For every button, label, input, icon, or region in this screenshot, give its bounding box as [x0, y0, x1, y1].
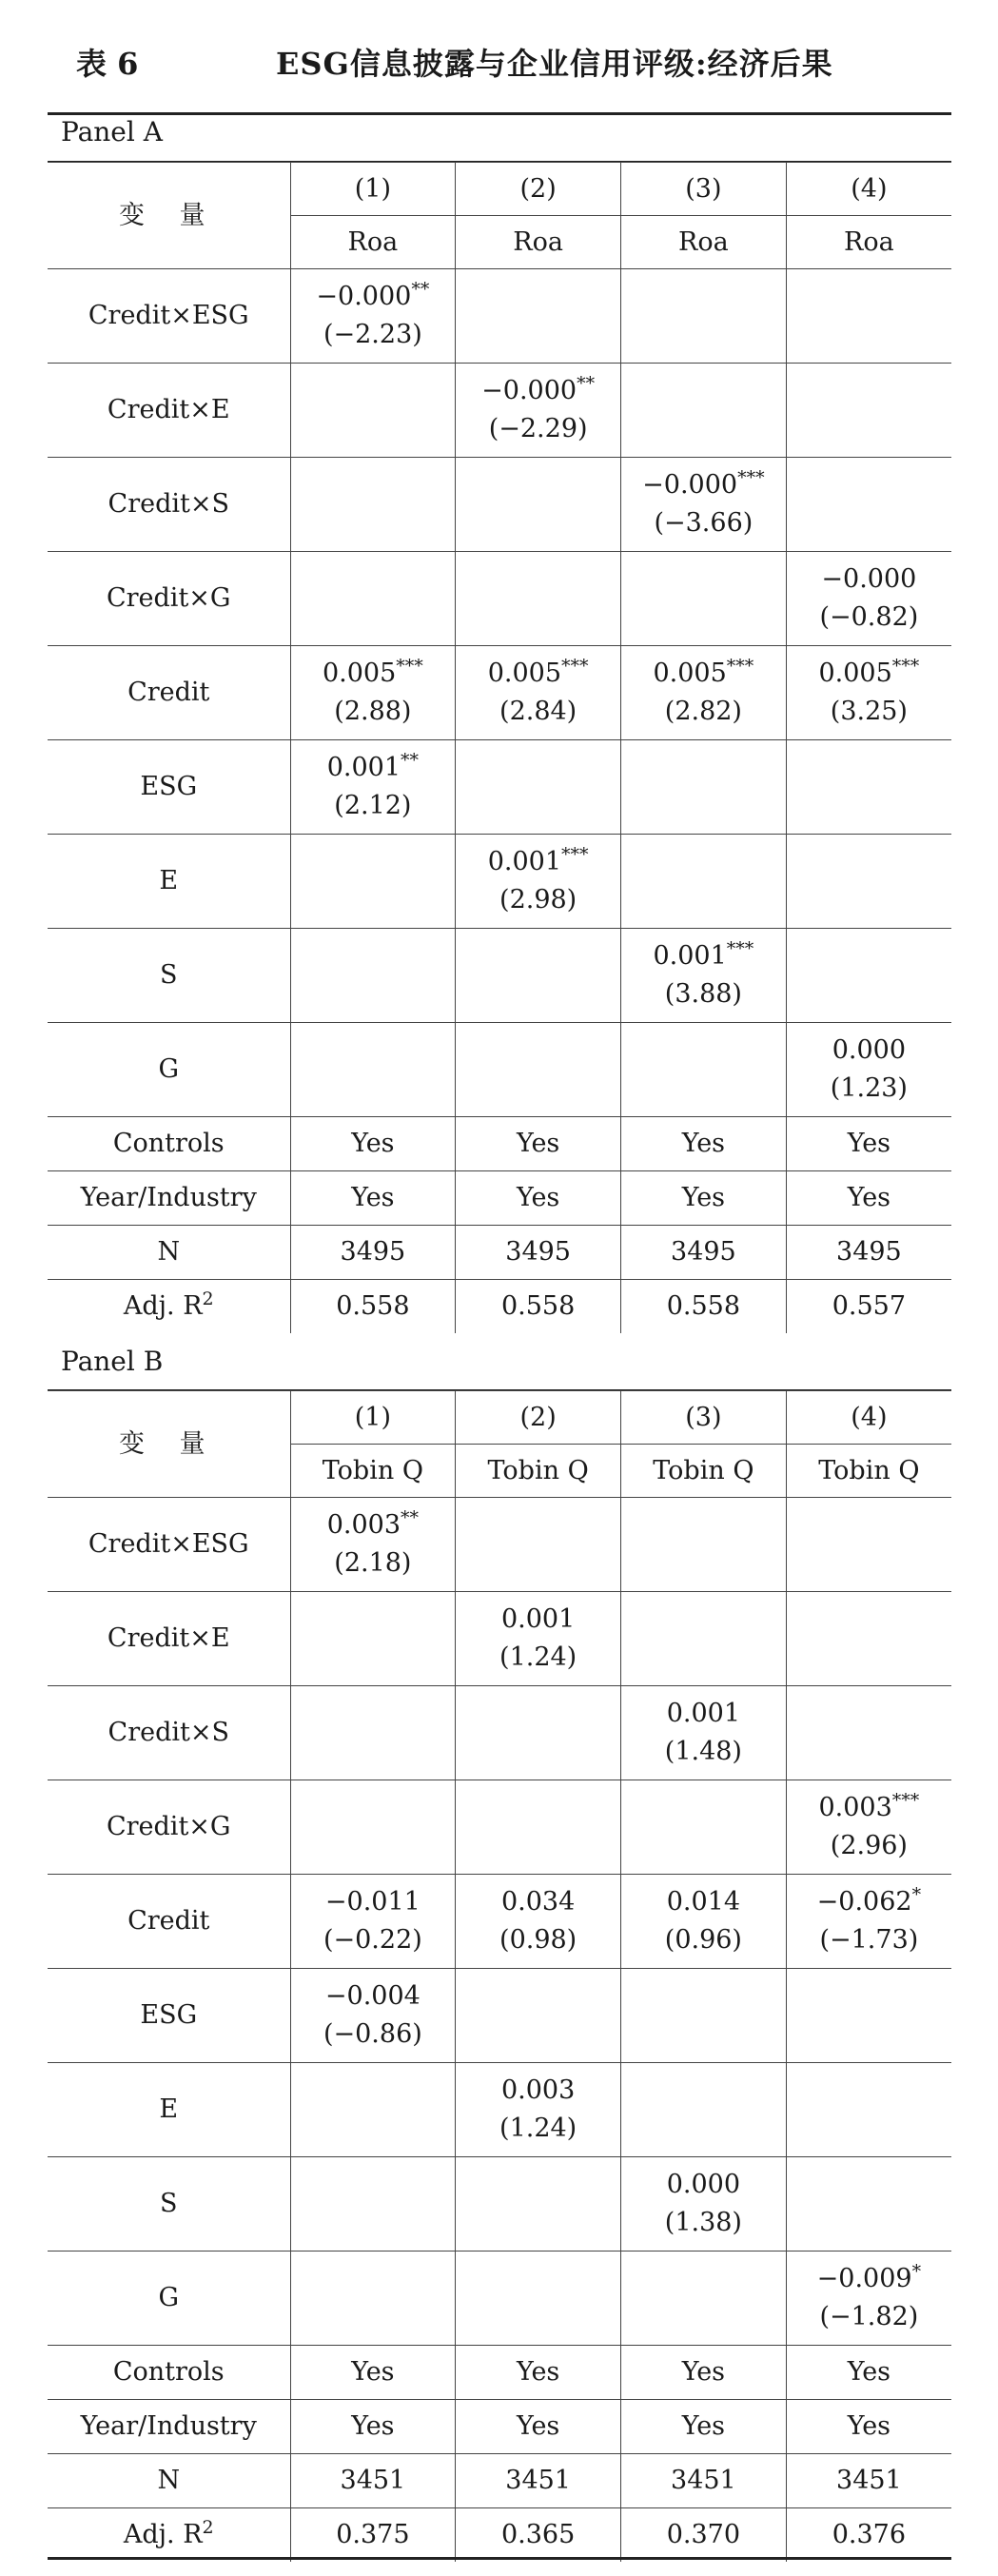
row-label: Credit — [48, 1875, 290, 1969]
table-cell — [456, 458, 621, 552]
row-label: ESG — [48, 740, 290, 835]
table-row — [48, 2063, 951, 2157]
table-row — [48, 269, 951, 364]
coefficient-value: 0.005 — [487, 659, 562, 688]
table-cell — [290, 835, 456, 929]
table-cell: 3495 — [621, 1226, 787, 1280]
header-row — [48, 163, 951, 216]
table-cell — [456, 646, 621, 740]
table-cell: 3451 — [290, 2454, 456, 2508]
coefficient — [787, 560, 951, 599]
coefficient — [456, 1601, 620, 1639]
stat-row — [48, 1171, 951, 1226]
coefficient — [291, 1977, 456, 2016]
superscript: 2 — [202, 2517, 214, 2538]
significance-stars: *** — [737, 467, 765, 488]
significance-stars: *** — [561, 656, 589, 677]
row-label: Credit×E — [48, 1592, 290, 1686]
coefficient-value: 0.014 — [666, 1887, 741, 1917]
table-cell: Yes — [786, 1117, 951, 1171]
coefficient-value: 0.001 — [653, 941, 727, 971]
table-cell — [786, 835, 951, 929]
table-cell: 3451 — [456, 2454, 621, 2508]
table-cell: 0.558 — [456, 1280, 621, 1334]
table-cell — [621, 835, 787, 929]
table-cell — [290, 646, 456, 740]
row-label: E — [48, 2063, 290, 2157]
row-label — [48, 2508, 290, 2563]
table-row — [48, 1780, 951, 1875]
panel-a-table — [48, 162, 951, 1333]
coefficient-value: 0.001 — [666, 1699, 741, 1728]
table-cell — [786, 2063, 951, 2157]
table-cell — [290, 1780, 456, 1875]
row-label: G — [48, 1023, 290, 1117]
coefficient-value: 0.034 — [500, 1887, 576, 1917]
row-label: Credit×S — [48, 1686, 290, 1780]
significance-stars: ** — [411, 279, 430, 300]
table-cell — [786, 1969, 951, 2063]
row-label-text: N — [157, 1237, 181, 1267]
table-cell — [456, 1498, 621, 1592]
t-statistic: (1.48) — [664, 1737, 742, 1766]
coefficient-value: −0.000 — [642, 470, 738, 500]
table-cell: Yes — [290, 1171, 456, 1226]
coefficient — [621, 655, 786, 693]
table-cell — [456, 740, 621, 835]
table-cell — [290, 2157, 456, 2252]
t-statistic: (2.98) — [499, 885, 577, 914]
coefficient-value: 0.005 — [818, 659, 892, 688]
row-label — [48, 1280, 290, 1334]
row-label — [48, 1117, 290, 1171]
t-statistic: (−2.23) — [323, 320, 422, 349]
table-cell — [456, 1592, 621, 1686]
table-cell: 0.558 — [621, 1280, 787, 1334]
coefficient-value: 0.001 — [487, 847, 562, 876]
coefficient — [291, 655, 456, 693]
t-statistic: (−1.73) — [819, 1925, 919, 1955]
table-cell: 3495 — [290, 1226, 456, 1280]
coefficient — [621, 2166, 786, 2204]
table-cell — [621, 929, 787, 1023]
t-statistic: (3.25) — [830, 697, 908, 726]
stat-row — [48, 2508, 951, 2563]
row-label — [48, 2400, 290, 2454]
coefficient — [456, 843, 620, 881]
row-label — [48, 2454, 290, 2508]
coefficient-value: −0.000 — [481, 376, 577, 405]
table-row — [48, 1592, 951, 1686]
table-cell — [456, 364, 621, 458]
table-cell — [786, 1780, 951, 1875]
table-cell — [456, 1023, 621, 1117]
column-number: (1) — [290, 163, 456, 216]
dependent-variable: Tobin Q — [621, 1445, 787, 1498]
table-cell — [786, 552, 951, 646]
table-row — [48, 1498, 951, 1592]
stat-row — [48, 1117, 951, 1171]
row-label-text: Controls — [112, 1129, 225, 1158]
table-cell — [290, 1969, 456, 2063]
column-number: (1) — [290, 1391, 456, 1445]
significance-stars: ** — [401, 1507, 420, 1528]
row-label: Credit×G — [48, 552, 290, 646]
table-cell: Yes — [621, 2346, 787, 2400]
t-statistic: (1.38) — [664, 2208, 742, 2237]
superscript: 2 — [202, 1288, 214, 1309]
t-statistic: (2.12) — [334, 791, 412, 820]
t-statistic: (2.88) — [334, 697, 412, 726]
coefficient — [621, 466, 786, 504]
dependent-variable: Tobin Q — [456, 1445, 621, 1498]
panel-b-table — [48, 1390, 951, 2562]
row-label — [48, 2346, 290, 2400]
table-row — [48, 835, 951, 929]
table-cell — [456, 552, 621, 646]
table-cell — [786, 458, 951, 552]
column-number: (4) — [786, 163, 951, 216]
t-statistic: (0.96) — [664, 1925, 742, 1955]
table-cell: Yes — [786, 2400, 951, 2454]
coefficient-value: −0.011 — [324, 1887, 421, 1917]
table-cell — [621, 1875, 787, 1969]
table-row — [48, 929, 951, 1023]
table-cell — [290, 1686, 456, 1780]
coefficient — [456, 2072, 620, 2110]
table-cell: Yes — [456, 2346, 621, 2400]
table-cell — [456, 2252, 621, 2346]
significance-stars: *** — [891, 1790, 920, 1811]
table-cell — [290, 364, 456, 458]
table-cell — [786, 2157, 951, 2252]
row-label — [48, 1171, 290, 1226]
column-number: (4) — [786, 1391, 951, 1445]
table-cell — [456, 269, 621, 364]
table-cell — [786, 1686, 951, 1780]
column-number: (2) — [456, 1391, 621, 1445]
table-cell — [621, 1023, 787, 1117]
table-cell — [290, 269, 456, 364]
table-cell: Yes — [621, 2400, 787, 2454]
row-label: Credit×E — [48, 364, 290, 458]
significance-stars: *** — [726, 938, 754, 959]
column-number: (2) — [456, 163, 621, 216]
row-label-text: Year/Industry — [80, 2411, 257, 2441]
t-statistic: (−1.82) — [819, 2302, 919, 2331]
t-statistic: (0.98) — [499, 1925, 577, 1955]
table-row — [48, 2252, 951, 2346]
table-cell — [786, 269, 951, 364]
table-cell — [290, 1875, 456, 1969]
table-cell — [621, 552, 787, 646]
row-label: E — [48, 835, 290, 929]
dependent-variable: Tobin Q — [786, 1445, 951, 1498]
row-label-text: Adj. R — [123, 2520, 203, 2549]
table-cell — [786, 1498, 951, 1592]
coefficient-value: 0.005 — [653, 659, 727, 688]
top-rule — [48, 112, 951, 115]
significance-stars: * — [911, 1884, 922, 1905]
table-cell — [621, 458, 787, 552]
stat-row — [48, 2454, 951, 2508]
row-label: S — [48, 2157, 290, 2252]
table-cell: Yes — [456, 1171, 621, 1226]
table-cell — [786, 1875, 951, 1969]
table-cell — [290, 929, 456, 1023]
significance-stars: *** — [726, 656, 754, 677]
coefficient — [621, 937, 786, 975]
t-statistic: (−2.29) — [488, 414, 588, 443]
table-cell — [456, 835, 621, 929]
header-row — [48, 1391, 951, 1445]
dependent-variable: Tobin Q — [290, 1445, 456, 1498]
table-cell: Yes — [290, 2400, 456, 2454]
variable-header: 变 量 — [48, 1391, 290, 1498]
table-cell — [786, 1023, 951, 1117]
table-cell: Yes — [290, 2346, 456, 2400]
coefficient-value: 0.003 — [818, 1793, 892, 1822]
table-cell — [621, 2063, 787, 2157]
coefficient-value: −0.000 — [316, 282, 412, 311]
table-cell — [621, 269, 787, 364]
table-cell: Yes — [786, 1171, 951, 1226]
row-label: Credit — [48, 646, 290, 740]
table-cell — [290, 1592, 456, 1686]
coefficient-value: 0.001 — [326, 753, 401, 782]
table-cell: 0.558 — [290, 1280, 456, 1334]
table-cell — [786, 646, 951, 740]
table-cell — [456, 1780, 621, 1875]
table-cell: 3495 — [786, 1226, 951, 1280]
bottom-rule — [48, 2557, 951, 2560]
table-cell — [456, 1875, 621, 1969]
table-cell: 3451 — [786, 2454, 951, 2508]
row-label: Credit×ESG — [48, 1498, 290, 1592]
coefficient-value: 0.005 — [322, 659, 397, 688]
table-cell — [456, 2063, 621, 2157]
table-cell: Yes — [290, 1117, 456, 1171]
significance-stars: *** — [561, 844, 589, 865]
t-statistic: (−0.22) — [323, 1925, 422, 1955]
table-cell: 3495 — [456, 1226, 621, 1280]
table-cell — [621, 1780, 787, 1875]
panel-a-label: Panel A — [61, 116, 163, 147]
row-label-text: N — [157, 2466, 181, 2495]
coefficient-value: 0.003 — [500, 2075, 576, 2105]
table-cell — [786, 2252, 951, 2346]
table-cell: 0.365 — [456, 2508, 621, 2563]
panel-b-label: Panel B — [61, 1346, 164, 1377]
table-cell — [290, 1023, 456, 1117]
table-row — [48, 2157, 951, 2252]
significance-stars: ** — [401, 750, 420, 771]
coefficient-value: −0.000 — [821, 564, 917, 594]
stat-row — [48, 1280, 951, 1334]
table-cell — [290, 1498, 456, 1592]
table-number: 表 6 — [76, 46, 139, 82]
row-label: ESG — [48, 1969, 290, 2063]
table-row — [48, 552, 951, 646]
significance-stars: *** — [396, 656, 423, 677]
dependent-variable: Roa — [456, 216, 621, 269]
significance-stars: * — [911, 2261, 922, 2282]
table-row — [48, 1686, 951, 1780]
table-cell: Yes — [786, 2346, 951, 2400]
table-row — [48, 1969, 951, 2063]
table-cell — [621, 1686, 787, 1780]
coefficient — [291, 278, 456, 316]
t-statistic: (−0.82) — [819, 602, 919, 632]
row-label: Credit×G — [48, 1780, 290, 1875]
coefficient — [621, 1883, 786, 1921]
row-label: S — [48, 929, 290, 1023]
coefficient-value: −0.004 — [324, 1981, 421, 2011]
table-cell — [621, 646, 787, 740]
table-cell — [456, 1969, 621, 2063]
row-label-text: Adj. R — [123, 1291, 203, 1321]
t-statistic: (−0.86) — [323, 2019, 422, 2049]
row-label: Credit×S — [48, 458, 290, 552]
table-row — [48, 1875, 951, 1969]
coefficient-value: −0.062 — [816, 1887, 912, 1917]
table-cell — [621, 2157, 787, 2252]
table-cell — [786, 740, 951, 835]
row-label — [48, 1226, 290, 1280]
coefficient-value: 0.001 — [500, 1604, 576, 1634]
table-title — [0, 0, 998, 114]
significance-stars: *** — [891, 656, 920, 677]
table-cell: Yes — [621, 1171, 787, 1226]
row-label-text: Controls — [112, 2357, 225, 2387]
t-statistic: (2.96) — [830, 1831, 908, 1860]
variable-header: 变 量 — [48, 163, 290, 269]
row-label-text: Year/Industry — [80, 1183, 257, 1212]
t-statistic: (2.18) — [334, 1548, 412, 1578]
t-statistic: (3.88) — [664, 979, 742, 1009]
coefficient — [787, 1883, 951, 1921]
table-cell: 0.370 — [621, 2508, 787, 2563]
stat-row — [48, 1226, 951, 1280]
table-cell — [456, 2157, 621, 2252]
table-cell — [290, 458, 456, 552]
table-cell: 0.375 — [290, 2508, 456, 2563]
t-statistic: (2.82) — [664, 697, 742, 726]
table-row — [48, 364, 951, 458]
coefficient-value: 0.000 — [832, 1035, 907, 1065]
table-cell — [621, 364, 787, 458]
row-label: G — [48, 2252, 290, 2346]
table-cell: 0.376 — [786, 2508, 951, 2563]
table-row — [48, 646, 951, 740]
table-cell — [621, 1969, 787, 2063]
table-cell — [290, 2252, 456, 2346]
stat-row — [48, 2346, 951, 2400]
t-statistic: (2.84) — [499, 697, 577, 726]
coefficient — [291, 1506, 456, 1544]
coefficient — [787, 655, 951, 693]
t-statistic: (1.24) — [499, 1642, 577, 1672]
coefficient — [456, 655, 620, 693]
stat-row — [48, 2400, 951, 2454]
coefficient — [787, 1032, 951, 1070]
dependent-variable: Roa — [290, 216, 456, 269]
table-cell — [290, 2063, 456, 2157]
table-caption: ESG信息披露与企业信用评级:经济后果 — [276, 46, 833, 82]
table-row — [48, 1023, 951, 1117]
coefficient-value: 0.003 — [326, 1510, 401, 1540]
table-cell — [621, 1498, 787, 1592]
table-cell: Yes — [456, 2400, 621, 2454]
coefficient — [291, 1883, 456, 1921]
table-cell — [621, 1592, 787, 1686]
table-cell — [290, 552, 456, 646]
table-row — [48, 458, 951, 552]
table-cell — [621, 2252, 787, 2346]
dependent-variable: Roa — [621, 216, 787, 269]
dependent-variable: Roa — [786, 216, 951, 269]
table-cell — [456, 1686, 621, 1780]
table-row — [48, 740, 951, 835]
significance-stars: ** — [577, 373, 596, 394]
t-statistic: (1.24) — [499, 2114, 577, 2143]
column-number: (3) — [621, 1391, 787, 1445]
t-statistic: (1.23) — [830, 1073, 908, 1103]
coefficient — [787, 1789, 951, 1827]
table-cell — [786, 929, 951, 1023]
table-cell: Yes — [456, 1117, 621, 1171]
table-cell — [621, 740, 787, 835]
column-number: (3) — [621, 163, 787, 216]
coefficient — [787, 2260, 951, 2298]
coefficient — [456, 372, 620, 410]
row-label: Credit×ESG — [48, 269, 290, 364]
coefficient — [621, 1695, 786, 1733]
table-cell — [786, 364, 951, 458]
coefficient — [291, 749, 456, 787]
coefficient-value: 0.000 — [666, 2170, 741, 2199]
t-statistic: (−3.66) — [654, 508, 753, 538]
table-cell — [290, 740, 456, 835]
table-cell: 0.557 — [786, 1280, 951, 1334]
table-cell — [786, 1592, 951, 1686]
coefficient — [456, 1883, 620, 1921]
coefficient-value: −0.009 — [816, 2264, 912, 2293]
table-cell — [456, 929, 621, 1023]
table-cell: 3451 — [621, 2454, 787, 2508]
table-cell: Yes — [621, 1117, 787, 1171]
